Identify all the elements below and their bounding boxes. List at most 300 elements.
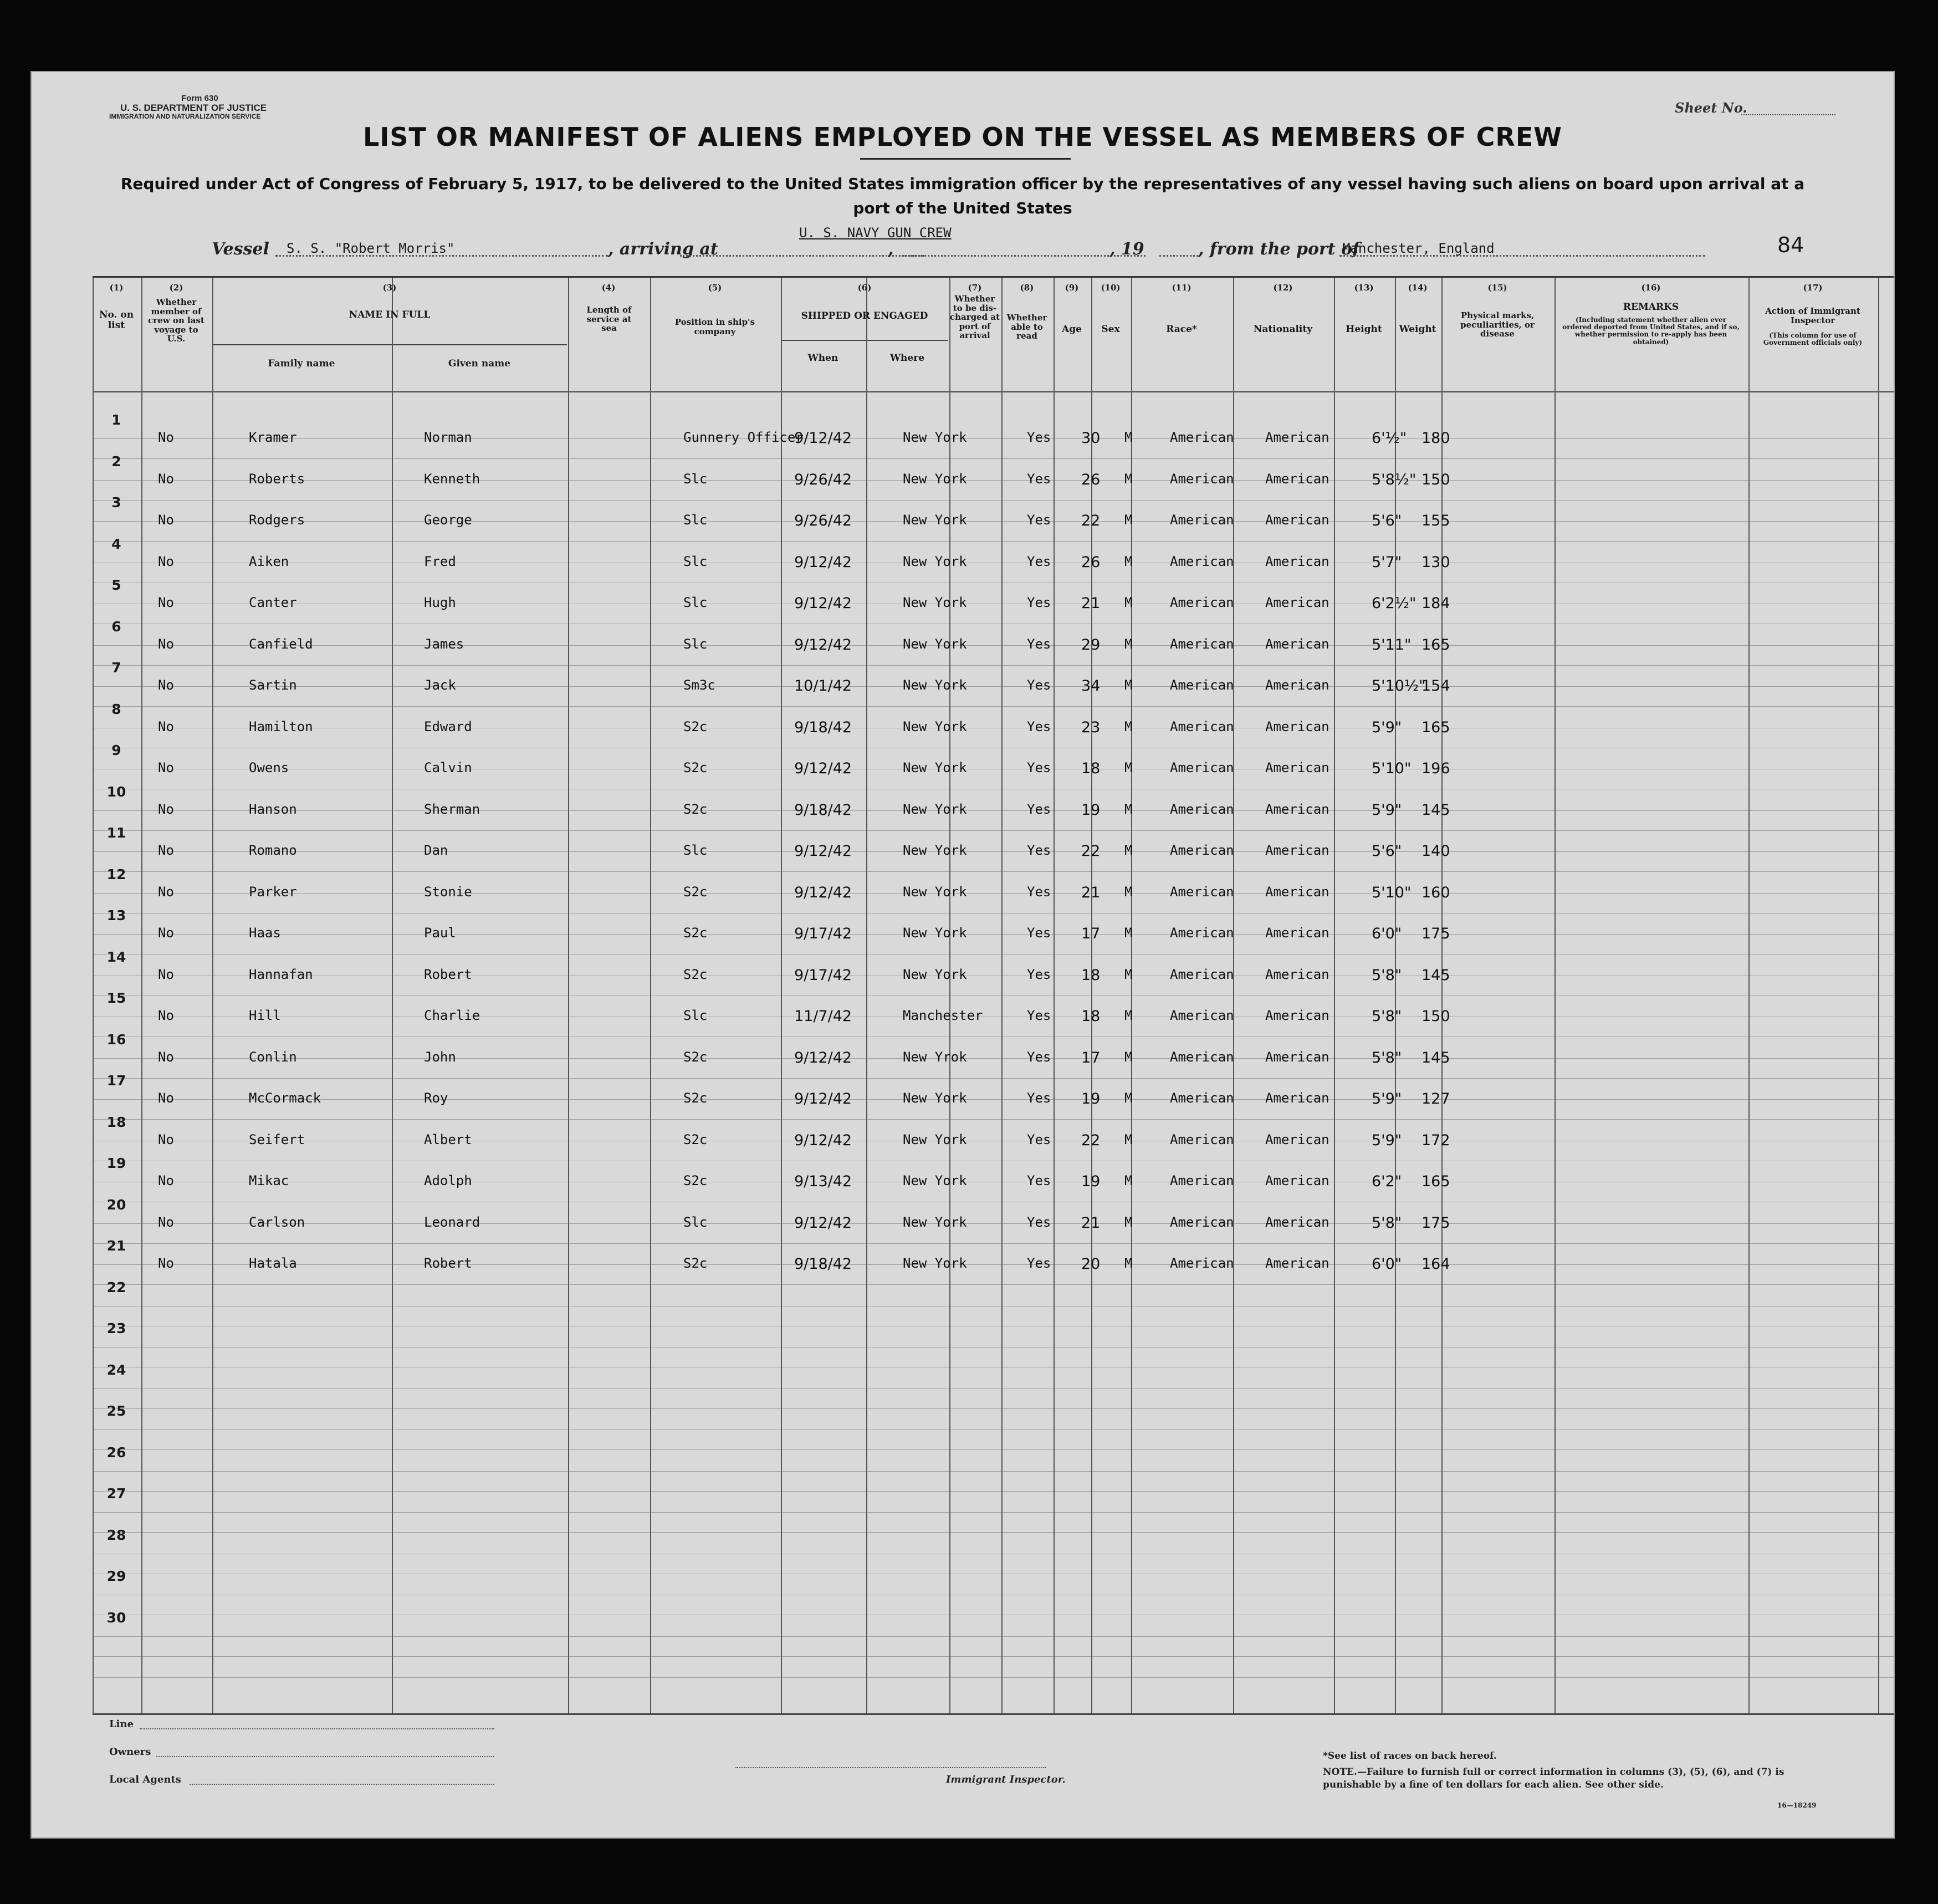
row-number: 15 bbox=[106, 990, 126, 1006]
header-rule bbox=[93, 871, 1894, 872]
col14-number: (14) bbox=[1408, 283, 1428, 293]
family-name-cell: Kramer bbox=[249, 430, 297, 445]
header-rule bbox=[781, 340, 948, 341]
column-divider bbox=[1878, 278, 1879, 1713]
nationality-cell: American bbox=[1265, 512, 1330, 528]
year-dotted-line bbox=[1159, 255, 1198, 257]
inspector-signature-line bbox=[735, 1767, 1046, 1768]
able-to-read-cell: Yes bbox=[1027, 677, 1051, 693]
row-number: 24 bbox=[106, 1361, 126, 1378]
row-number: 28 bbox=[106, 1527, 126, 1543]
prev-voyage-cell: No bbox=[158, 925, 174, 941]
row-number: 7 bbox=[111, 660, 121, 676]
height-cell: 5'6" bbox=[1372, 843, 1402, 860]
height-cell: 6'0" bbox=[1372, 1255, 1402, 1273]
col14-header: Weight bbox=[1399, 324, 1436, 335]
nationality-cell: American bbox=[1265, 1090, 1330, 1106]
comma-separator: , bbox=[888, 239, 894, 259]
header-rule bbox=[93, 851, 1894, 852]
shipped-where-cell: New York bbox=[903, 884, 967, 900]
age-cell: 26 bbox=[1081, 471, 1101, 488]
height-cell: 5'8" bbox=[1372, 1049, 1402, 1066]
position-cell: S2c bbox=[683, 1131, 708, 1147]
column-divider bbox=[949, 278, 950, 1713]
given-name-cell: Fred bbox=[424, 553, 456, 569]
height-cell: 5'8" bbox=[1372, 1008, 1402, 1025]
shipped-when-cell: 9/17/42 bbox=[794, 966, 852, 984]
position-cell: S2c bbox=[683, 1173, 708, 1188]
shipped-when-cell: 10/1/42 bbox=[794, 677, 852, 695]
able-to-read-cell: Yes bbox=[1027, 801, 1051, 817]
header-rule bbox=[93, 1243, 1894, 1244]
able-to-read-cell: Yes bbox=[1027, 925, 1051, 941]
age-cell: 22 bbox=[1081, 1131, 1101, 1149]
col8-number: (8) bbox=[1020, 283, 1034, 293]
date-dotted-line bbox=[902, 255, 1146, 257]
height-cell: 5'9" bbox=[1372, 1131, 1402, 1149]
position-cell: Slc bbox=[683, 471, 708, 487]
weight-cell: 145 bbox=[1421, 1049, 1450, 1066]
column-divider bbox=[1395, 278, 1396, 1713]
col6b-header: Where bbox=[889, 353, 925, 364]
shipped-where-cell: New York bbox=[903, 966, 967, 982]
weight-cell: 184 bbox=[1421, 595, 1450, 612]
col12-header: Nationality bbox=[1253, 324, 1313, 335]
prev-voyage-cell: No bbox=[158, 843, 174, 858]
able-to-read-cell: Yes bbox=[1027, 1173, 1051, 1188]
age-cell: 18 bbox=[1081, 966, 1101, 984]
header-rule bbox=[93, 706, 1894, 707]
shipped-when-cell: 9/12/42 bbox=[794, 1214, 852, 1232]
row-number: 9 bbox=[111, 742, 121, 758]
shipped-when-cell: 9/12/42 bbox=[794, 1049, 852, 1066]
weight-cell: 175 bbox=[1421, 1214, 1450, 1232]
position-cell: Slc bbox=[683, 553, 708, 569]
weight-cell: 150 bbox=[1421, 1008, 1450, 1025]
header-rule bbox=[93, 1512, 1894, 1513]
nationality-cell: American bbox=[1265, 595, 1330, 610]
shipped-where-cell: New York bbox=[903, 718, 967, 734]
position-cell: Slc bbox=[683, 1008, 708, 1023]
position-cell: S2c bbox=[683, 1255, 708, 1271]
able-to-read-cell: Yes bbox=[1027, 966, 1051, 982]
header-rule bbox=[93, 541, 1894, 542]
header-rule bbox=[93, 1677, 1894, 1678]
column-divider bbox=[141, 278, 142, 1713]
family-name-cell: Hamilton bbox=[249, 718, 313, 734]
col5-number: (5) bbox=[708, 283, 722, 293]
given-name-cell: Kenneth bbox=[424, 471, 480, 487]
header-rule bbox=[93, 1264, 1894, 1265]
able-to-read-cell: Yes bbox=[1027, 1214, 1051, 1230]
height-cell: 5'10" bbox=[1372, 760, 1412, 777]
shipped-when-cell: 9/18/42 bbox=[794, 718, 852, 736]
header-rule bbox=[212, 344, 567, 345]
height-cell: 5'9" bbox=[1372, 718, 1402, 736]
race-cell: American bbox=[1170, 636, 1234, 652]
header-rule bbox=[93, 1471, 1894, 1472]
col6-header: SHIPPED OR ENGAGED bbox=[801, 310, 928, 321]
sex-cell: M bbox=[1124, 1090, 1133, 1106]
shipped-when-cell: 9/18/42 bbox=[794, 801, 852, 819]
header-rule bbox=[93, 458, 1894, 459]
shipped-when-cell: 9/12/42 bbox=[794, 430, 852, 447]
prev-voyage-cell: No bbox=[158, 1049, 174, 1065]
family-name-cell: Hill bbox=[249, 1008, 281, 1023]
sex-cell: M bbox=[1124, 718, 1133, 734]
prev-voyage-cell: No bbox=[158, 1131, 174, 1147]
header-rule bbox=[93, 830, 1894, 831]
able-to-read-cell: Yes bbox=[1027, 1255, 1051, 1271]
title-underline bbox=[860, 158, 1071, 160]
header-rule bbox=[93, 934, 1894, 935]
height-cell: 5'9" bbox=[1372, 801, 1402, 819]
nationality-cell: American bbox=[1265, 471, 1330, 487]
header-rule bbox=[93, 1223, 1894, 1224]
row-number: 19 bbox=[106, 1155, 126, 1171]
shipped-where-cell: New York bbox=[903, 430, 967, 445]
nationality-cell: American bbox=[1265, 1173, 1330, 1188]
height-cell: 6'½" bbox=[1372, 430, 1407, 447]
height-cell: 6'0" bbox=[1372, 925, 1402, 942]
nationality-cell: American bbox=[1265, 1049, 1330, 1065]
age-cell: 20 bbox=[1081, 1255, 1101, 1273]
column-divider bbox=[1054, 278, 1055, 1713]
col10-header: Sex bbox=[1101, 324, 1120, 335]
given-name-cell: Edward bbox=[424, 718, 472, 734]
age-cell: 23 bbox=[1081, 718, 1101, 736]
port-label: , from the port of bbox=[1198, 239, 1360, 259]
col9-number: (9) bbox=[1065, 283, 1079, 293]
shipped-when-cell: 9/12/42 bbox=[794, 595, 852, 612]
shipped-when-cell: 9/18/42 bbox=[794, 1255, 852, 1273]
family-name-cell: Parker bbox=[249, 884, 297, 900]
position-cell: Slc bbox=[683, 595, 708, 610]
sex-cell: M bbox=[1124, 595, 1133, 610]
row-number: 22 bbox=[106, 1279, 126, 1295]
race-cell: American bbox=[1170, 595, 1234, 610]
given-name-cell: Robert bbox=[424, 966, 472, 982]
position-cell: Slc bbox=[683, 636, 708, 652]
row-number: 21 bbox=[106, 1238, 126, 1254]
nationality-cell: American bbox=[1265, 884, 1330, 900]
height-cell: 5'8" bbox=[1372, 966, 1402, 984]
able-to-read-cell: Yes bbox=[1027, 1008, 1051, 1023]
col3a-header: Family name bbox=[268, 358, 335, 369]
sex-cell: M bbox=[1124, 1131, 1133, 1147]
shipped-when-cell: 9/17/42 bbox=[794, 925, 852, 942]
shipped-where-cell: New York bbox=[903, 843, 967, 858]
sex-cell: M bbox=[1124, 1255, 1133, 1271]
weight-cell: 196 bbox=[1421, 760, 1450, 777]
col15-header: Physical marks, peculiarities, or disease bbox=[1460, 310, 1535, 339]
age-cell: 22 bbox=[1081, 512, 1101, 529]
weight-cell: 150 bbox=[1421, 471, 1450, 488]
shipped-where-cell: New York bbox=[903, 512, 967, 528]
weight-cell: 175 bbox=[1421, 925, 1450, 942]
header-rule bbox=[93, 665, 1894, 666]
position-cell: Sm3c bbox=[683, 677, 715, 693]
col2-number: (2) bbox=[169, 283, 183, 293]
shipped-where-cell: New York bbox=[903, 760, 967, 775]
prev-voyage-cell: No bbox=[158, 1214, 174, 1230]
manifest-sheet bbox=[30, 71, 1895, 1839]
race-cell: American bbox=[1170, 1131, 1234, 1147]
nationality-cell: American bbox=[1265, 1255, 1330, 1271]
header-rule bbox=[93, 1636, 1894, 1637]
position-cell: Gunnery Officer bbox=[683, 430, 804, 445]
header-rule bbox=[93, 1099, 1894, 1100]
col12-number: (12) bbox=[1273, 283, 1293, 293]
age-cell: 21 bbox=[1081, 884, 1101, 901]
col16-header: REMARKS bbox=[1623, 302, 1679, 313]
line-label: Line bbox=[109, 1718, 134, 1730]
form-header-block bbox=[87, 94, 267, 120]
position-cell: S2c bbox=[683, 925, 708, 941]
nationality-cell: American bbox=[1265, 966, 1330, 982]
col6a-header: When bbox=[807, 353, 838, 364]
prev-voyage-cell: No bbox=[158, 677, 174, 693]
row-number: 17 bbox=[106, 1073, 126, 1089]
local-agents-label: Local Agents bbox=[109, 1774, 181, 1785]
prev-voyage-cell: No bbox=[158, 884, 174, 900]
prev-voyage-cell: No bbox=[158, 1255, 174, 1271]
height-cell: 5'9" bbox=[1372, 1090, 1402, 1107]
arriving-label: , arriving at bbox=[608, 239, 718, 259]
able-to-read-cell: Yes bbox=[1027, 1049, 1051, 1065]
row-number: 8 bbox=[111, 701, 121, 717]
weight-cell: 155 bbox=[1421, 512, 1450, 529]
col10-number: (10) bbox=[1101, 283, 1121, 293]
able-to-read-cell: Yes bbox=[1027, 1131, 1051, 1147]
weight-cell: 145 bbox=[1421, 966, 1450, 984]
sheet-number-label: Sheet No. bbox=[1675, 100, 1747, 116]
family-name-cell: Owens bbox=[249, 760, 289, 775]
row-number: 6 bbox=[111, 618, 121, 635]
column-divider bbox=[1091, 278, 1092, 1713]
nationality-cell: American bbox=[1265, 1131, 1330, 1147]
shipped-where-cell: Manchester bbox=[903, 1008, 983, 1023]
race-cell: American bbox=[1170, 884, 1234, 900]
arriving-dotted-line bbox=[680, 255, 924, 257]
header-rule bbox=[93, 438, 1894, 439]
weight-cell: 140 bbox=[1421, 843, 1450, 860]
position-cell: Slc bbox=[683, 843, 708, 858]
prev-voyage-cell: No bbox=[158, 1173, 174, 1188]
header-rule bbox=[93, 1078, 1894, 1079]
header-rule bbox=[93, 1656, 1894, 1657]
age-cell: 34 bbox=[1081, 677, 1101, 695]
able-to-read-cell: Yes bbox=[1027, 471, 1051, 487]
position-cell: S2c bbox=[683, 718, 708, 734]
race-cell: American bbox=[1170, 553, 1234, 569]
line-dotted bbox=[140, 1728, 494, 1729]
family-name-cell: Carlson bbox=[249, 1214, 305, 1230]
family-name-cell: Conlin bbox=[249, 1049, 297, 1065]
given-name-cell: Stonie bbox=[424, 884, 472, 900]
nationality-cell: American bbox=[1265, 925, 1330, 941]
family-name-cell: Seifert bbox=[249, 1131, 305, 1147]
owners-label: Owners bbox=[109, 1746, 151, 1758]
age-cell: 17 bbox=[1081, 925, 1101, 942]
sex-cell: M bbox=[1124, 801, 1133, 817]
weight-cell: 180 bbox=[1421, 430, 1450, 447]
given-name-cell: James bbox=[424, 636, 464, 652]
header-rule bbox=[93, 521, 1894, 522]
position-cell: S2c bbox=[683, 1049, 708, 1065]
given-name-cell: Norman bbox=[424, 430, 472, 445]
position-cell: S2c bbox=[683, 801, 708, 817]
given-name-cell: Roy bbox=[424, 1090, 448, 1106]
able-to-read-cell: Yes bbox=[1027, 553, 1051, 569]
sex-cell: M bbox=[1124, 471, 1133, 487]
shipped-when-cell: 9/13/42 bbox=[794, 1173, 852, 1190]
header-rule bbox=[93, 645, 1894, 646]
page-number: 84 bbox=[1777, 233, 1804, 257]
row-number: 16 bbox=[106, 1031, 126, 1048]
family-name-cell: Sartin bbox=[249, 677, 297, 693]
col1-header: No. on list bbox=[99, 309, 134, 331]
given-name-cell: Dan bbox=[424, 843, 448, 858]
header-rule bbox=[93, 1058, 1894, 1059]
position-cell: Slc bbox=[683, 1214, 708, 1230]
family-name-cell: Canter bbox=[249, 595, 297, 610]
position-cell: S2c bbox=[683, 1090, 708, 1106]
prev-voyage-cell: No bbox=[158, 430, 174, 445]
prev-voyage-cell: No bbox=[158, 595, 174, 610]
sex-cell: M bbox=[1124, 843, 1133, 858]
col5-header: Position in ship's company bbox=[674, 317, 755, 336]
able-to-read-cell: Yes bbox=[1027, 718, 1051, 734]
column-divider bbox=[781, 278, 782, 1713]
nationality-cell: American bbox=[1265, 636, 1330, 652]
column-divider bbox=[1441, 278, 1443, 1713]
col3-header: NAME IN FULL bbox=[349, 309, 431, 320]
header-rule bbox=[93, 1119, 1894, 1120]
weight-cell: 145 bbox=[1421, 801, 1450, 819]
race-cell: American bbox=[1170, 801, 1234, 817]
col17-number: (17) bbox=[1803, 283, 1823, 293]
header-rule bbox=[93, 1284, 1894, 1285]
given-name-cell: Calvin bbox=[424, 760, 472, 775]
family-name-cell: Canfield bbox=[249, 636, 313, 652]
family-name-cell: Hatala bbox=[249, 1255, 297, 1271]
prev-voyage-cell: No bbox=[158, 760, 174, 775]
height-cell: 5'8½" bbox=[1372, 471, 1417, 488]
nationality-cell: American bbox=[1265, 718, 1330, 734]
sex-cell: M bbox=[1124, 966, 1133, 982]
prev-voyage-cell: No bbox=[158, 1008, 174, 1023]
prev-voyage-cell: No bbox=[158, 718, 174, 734]
given-name-cell: Robert bbox=[424, 1255, 472, 1271]
family-name-cell: McCormack bbox=[249, 1090, 321, 1106]
sex-cell: M bbox=[1124, 677, 1133, 693]
row-number: 30 bbox=[106, 1609, 126, 1626]
sex-cell: M bbox=[1124, 884, 1133, 900]
arriving-value: U. S. NAVY GUN CREW bbox=[799, 225, 952, 241]
family-name-cell: Rodgers bbox=[249, 512, 305, 528]
row-number: 18 bbox=[106, 1114, 126, 1130]
shipped-where-cell: New York bbox=[903, 677, 967, 693]
race-cell: American bbox=[1170, 843, 1234, 858]
nationality-cell: American bbox=[1265, 553, 1330, 569]
age-cell: 17 bbox=[1081, 1049, 1101, 1066]
row-number: 10 bbox=[106, 783, 126, 800]
header-rule bbox=[93, 1532, 1894, 1533]
given-name-cell: Albert bbox=[424, 1131, 472, 1147]
weight-cell: 154 bbox=[1421, 677, 1450, 695]
col4-number: (4) bbox=[601, 283, 616, 293]
race-cell: American bbox=[1170, 1049, 1234, 1065]
position-cell: S2c bbox=[683, 966, 708, 982]
height-cell: 5'10" bbox=[1372, 884, 1412, 901]
shipped-where-cell: New York bbox=[903, 925, 967, 941]
given-name-cell: Paul bbox=[424, 925, 456, 941]
shipped-when-cell: 9/26/42 bbox=[794, 471, 852, 488]
column-divider bbox=[1748, 278, 1750, 1713]
sex-cell: M bbox=[1124, 636, 1133, 652]
shipped-where-cell: New York bbox=[903, 1131, 967, 1147]
able-to-read-cell: Yes bbox=[1027, 884, 1051, 900]
height-cell: 6'2½" bbox=[1372, 595, 1417, 612]
able-to-read-cell: Yes bbox=[1027, 430, 1051, 445]
col11-number: (11) bbox=[1172, 283, 1192, 293]
weight-cell: 165 bbox=[1421, 636, 1450, 654]
row-number: 3 bbox=[111, 494, 121, 511]
row-number: 14 bbox=[106, 948, 126, 965]
sex-cell: M bbox=[1124, 760, 1133, 775]
row-number: 4 bbox=[111, 535, 121, 552]
nationality-cell: American bbox=[1265, 1008, 1330, 1023]
position-cell: S2c bbox=[683, 884, 708, 900]
row-number: 5 bbox=[111, 577, 121, 593]
column-divider bbox=[1233, 278, 1234, 1713]
col3-number: (3) bbox=[382, 283, 397, 293]
given-name-cell: John bbox=[424, 1049, 456, 1065]
shipped-when-cell: 9/12/42 bbox=[794, 636, 852, 654]
sex-cell: M bbox=[1124, 1008, 1133, 1023]
race-cell: American bbox=[1170, 1255, 1234, 1271]
sex-cell: M bbox=[1124, 430, 1133, 445]
race-cell: American bbox=[1170, 1214, 1234, 1230]
race-cell: American bbox=[1170, 430, 1234, 445]
age-cell: 29 bbox=[1081, 636, 1101, 654]
age-cell: 21 bbox=[1081, 1214, 1101, 1232]
prev-voyage-cell: No bbox=[158, 1090, 174, 1106]
shipped-when-cell: 9/12/42 bbox=[794, 760, 852, 777]
col17-subheader: (This column for use of Government officials only) bbox=[1763, 331, 1863, 347]
row-number: 23 bbox=[106, 1320, 126, 1336]
header-rule bbox=[93, 480, 1894, 481]
weight-cell: 130 bbox=[1421, 553, 1450, 571]
column-divider bbox=[212, 278, 213, 1713]
weight-cell: 165 bbox=[1421, 718, 1450, 736]
row-number: 11 bbox=[106, 825, 126, 841]
col17-header: Action of Immigrant Inspector bbox=[1765, 306, 1860, 325]
given-name-cell: Sherman bbox=[424, 801, 480, 817]
print-code: 16—18249 bbox=[1777, 1801, 1817, 1809]
race-cell: American bbox=[1170, 1008, 1234, 1023]
row-number: 12 bbox=[106, 866, 126, 882]
given-name-cell: Charlie bbox=[424, 1008, 480, 1023]
age-cell: 26 bbox=[1081, 553, 1101, 571]
shipped-when-cell: 11/7/42 bbox=[794, 1008, 852, 1025]
family-name-cell: Hannafan bbox=[249, 966, 313, 982]
column-divider bbox=[568, 278, 569, 1713]
header-rule bbox=[93, 810, 1894, 811]
prev-voyage-cell: No bbox=[158, 966, 174, 982]
shipped-where-cell: New Yrok bbox=[903, 1049, 967, 1065]
